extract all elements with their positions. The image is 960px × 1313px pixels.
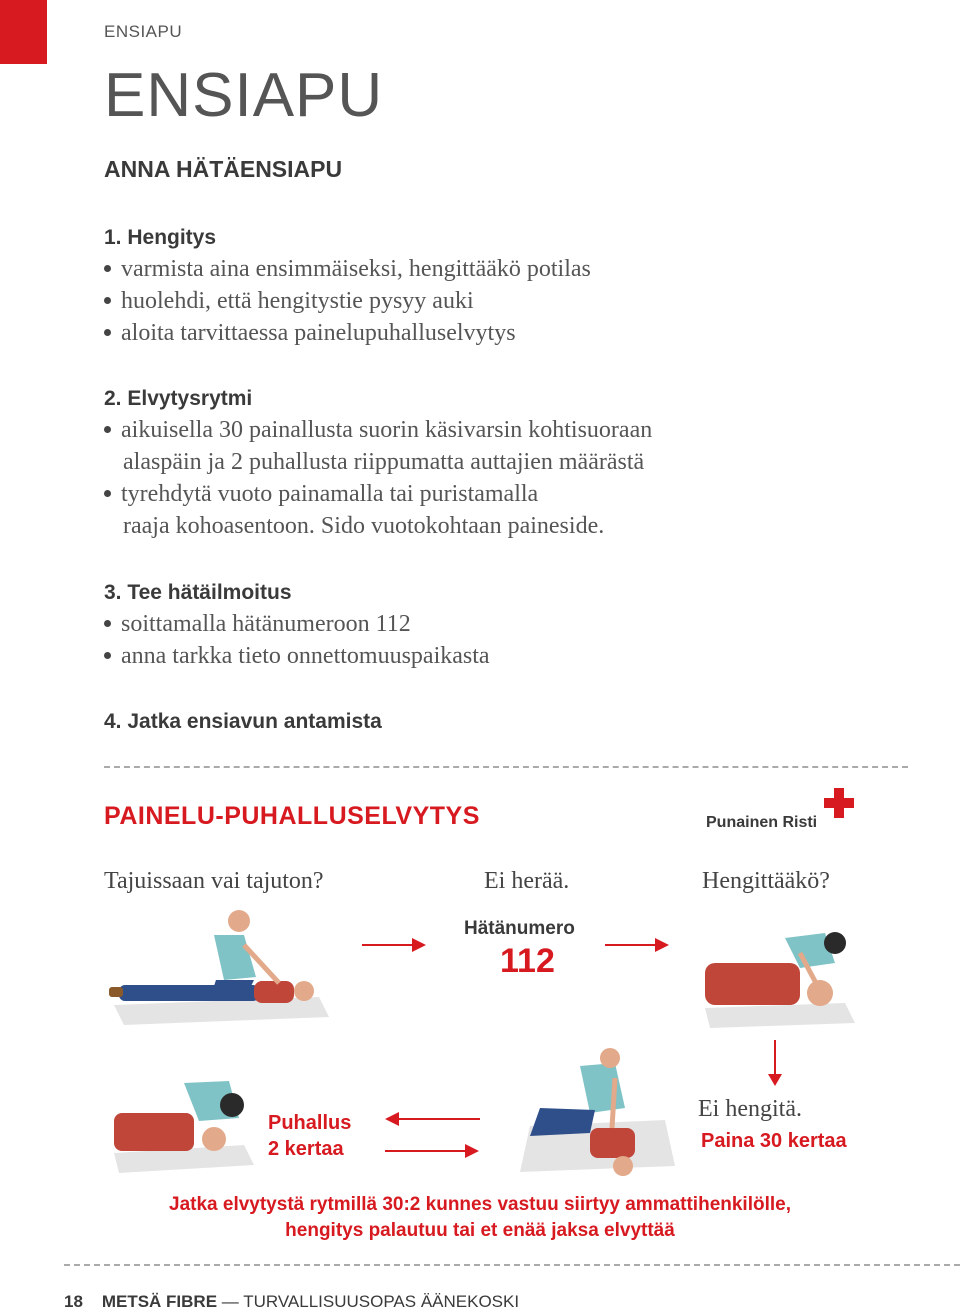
footer-separator: — (221, 1292, 239, 1311)
bullet-icon (104, 329, 111, 336)
check-breathing-illustration (705, 923, 855, 1028)
bullet-icon (104, 426, 111, 433)
rescue-breaths-illustration (114, 1073, 254, 1173)
bullet-icon (104, 490, 111, 497)
red-cross-icon (822, 786, 856, 820)
arrow-right-icon (362, 936, 428, 954)
cpr-instruction-line-2: hengitys palautuu tai et enää jaksa elvyttää (285, 1220, 675, 1241)
page-number: 18 (64, 1292, 83, 1311)
bullet-icon (104, 265, 111, 272)
section-heading-breathing: 1. Hengitys (104, 226, 217, 249)
section-kicker: ENSIAPU (104, 22, 183, 41)
arrow-down-icon (766, 1040, 784, 1088)
footer-divider (64, 1264, 960, 1266)
section-heading-continue: 4. Jatka ensiavun antamista (104, 710, 382, 733)
arrow-right-icon (605, 936, 671, 954)
cpr-instruction (104, 1192, 856, 1244)
bullet-icon (104, 652, 111, 659)
step-conscious-label: Tajuissaan vai tajuton? (104, 868, 324, 894)
step-no-wake-label: Ei herää. (484, 868, 570, 894)
arrow-left-icon (385, 1110, 480, 1128)
cpr-instruction-line-1: Jatka elvytystä rytmillä 30:2 kunnes vastuu siirtyy ammattihenkilölle, (169, 1194, 791, 1215)
section-heading-emergency-call: 3. Tee hätäilmoitus (104, 581, 292, 604)
emergency-number: 112 (500, 942, 555, 980)
blow-label-1: Puhallus (268, 1112, 352, 1134)
page-subtitle: ANNA HÄTÄENSIAPU (104, 156, 343, 182)
cpr-title: PAINELU-PUHALLUSELVYTYS (104, 802, 480, 830)
arrow-right-icon (385, 1142, 480, 1160)
press-label: Paina 30 kertaa (701, 1130, 847, 1152)
list-item-continuation: raaja kohoasentoon. Sido vuotokohtaan paineside. (123, 513, 605, 539)
section-heading-rhythm: 2. Elvytysrytmi (104, 387, 253, 410)
list-item: anna tarkka tieto onnettomuuspaikasta (104, 643, 490, 670)
blow-label-2: 2 kertaa (268, 1138, 344, 1160)
no-breath-label: Ei hengitä. (698, 1096, 802, 1122)
footer (64, 1292, 519, 1312)
footer-guide-title: TURVALLISUUSOPAS ÄÄNEKOSKI (243, 1292, 520, 1311)
list-item: aikuisella 30 painallusta suorin käsivarsin kohtisuoraan (104, 417, 652, 444)
list-item: tyrehdytä vuoto painamalla tai puristamalla (104, 481, 538, 508)
red-cross-logo-text: Punainen Risti (706, 814, 818, 831)
list-item: aloita tarvittaessa painelupuhalluselvytys (104, 320, 516, 347)
step-breathing-label: Hengittääkö? (702, 868, 830, 894)
footer-brand: METSÄ FIBRE (101, 1292, 218, 1311)
check-consciousness-illustration (104, 905, 329, 1027)
divider (104, 766, 908, 768)
bullet-icon (104, 620, 111, 627)
page-title: ENSIAPU (104, 61, 384, 130)
emergency-number-label: Hätänumero (464, 918, 575, 939)
red-corner-tab (0, 0, 47, 64)
list-item-continuation: alaspäin ja 2 puhallusta riippumatta auttajien määrästä (123, 449, 645, 475)
list-item: huolehdi, että hengitystie pysyy auki (104, 288, 474, 315)
chest-compressions-illustration (520, 1048, 675, 1176)
bullet-icon (104, 297, 111, 304)
list-item: soittamalla hätänumeroon 112 (104, 611, 411, 638)
list-item: varmista aina ensimmäiseksi, hengittääkö potilas (104, 256, 591, 283)
